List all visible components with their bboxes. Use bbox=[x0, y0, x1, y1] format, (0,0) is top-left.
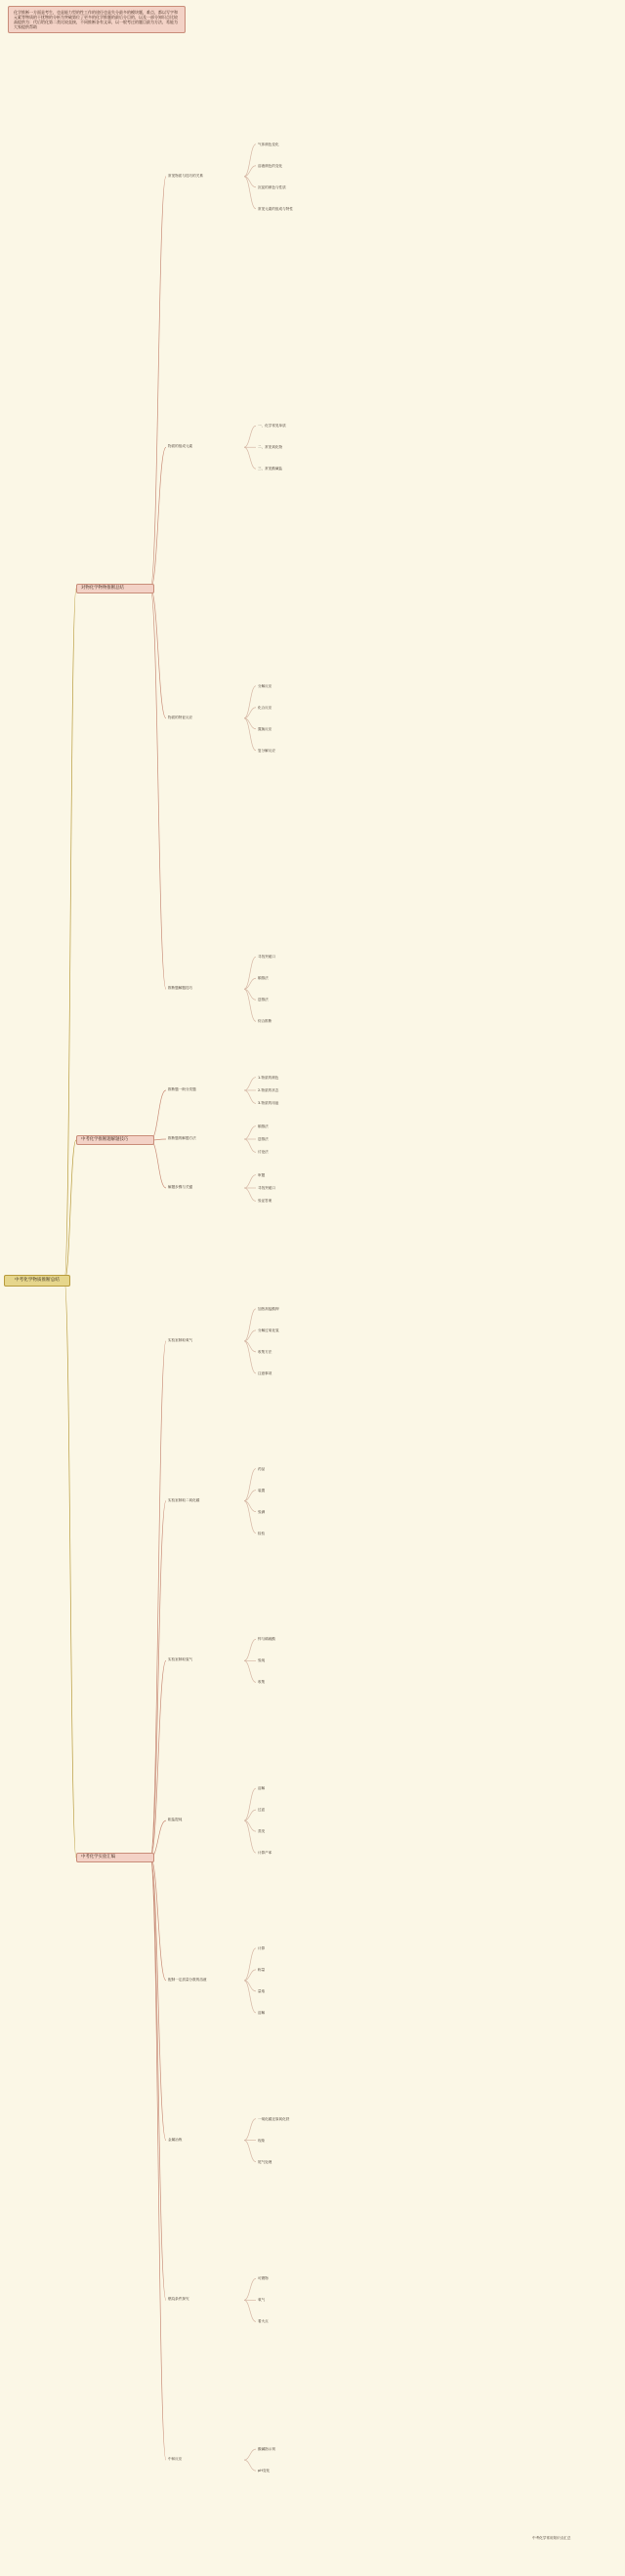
leaf-item: 2.物质的状态 bbox=[258, 1088, 279, 1092]
connector-line bbox=[244, 2278, 256, 2300]
leaf-item: 审题 bbox=[258, 1172, 266, 1177]
leaf-item: 二、常见氧化物 bbox=[258, 445, 283, 450]
connector-line bbox=[150, 1140, 166, 1188]
leaf-item: 溶解 bbox=[258, 1786, 266, 1791]
leaf-item: 尾气处理 bbox=[258, 2159, 272, 2164]
section-title: 中考化学实验汇编 bbox=[76, 1853, 154, 1862]
leaf-item: 收集 bbox=[258, 1680, 266, 1685]
leaf-item: 锌与稀硫酸 bbox=[258, 1637, 275, 1642]
connector-line bbox=[64, 589, 76, 1281]
branch-label: 推断题解题技巧 bbox=[168, 986, 193, 991]
leaf-item: 3.物质的用途 bbox=[258, 1101, 279, 1106]
leaf-item: 计算 bbox=[258, 1945, 266, 1950]
leaf-item: 三、常见酸碱盐 bbox=[258, 467, 283, 471]
branch-label: 金属冶炼 bbox=[168, 2137, 183, 2142]
connector-line bbox=[244, 2300, 256, 2321]
connector-line bbox=[244, 426, 256, 447]
leaf-item: 沉淀的颜色与性质 bbox=[258, 184, 286, 189]
connector-line bbox=[244, 1090, 256, 1103]
leaf-item: 综合推断 bbox=[258, 1019, 272, 1024]
leaf-item: 逆推法 bbox=[258, 998, 269, 1002]
leaf-item: pH变化 bbox=[258, 2469, 271, 2474]
connector-line bbox=[244, 2119, 256, 2141]
leaf-item: 过滤 bbox=[258, 1808, 266, 1813]
connector-line bbox=[150, 1501, 166, 1858]
leaf-item: 1.物质的颜色 bbox=[258, 1075, 279, 1080]
connector-line bbox=[244, 1639, 256, 1660]
leaf-item: 称量 bbox=[258, 1967, 266, 1972]
section-title: 对物化学物物推断总结 bbox=[76, 584, 154, 593]
connector-line bbox=[150, 1341, 166, 1858]
connector-line bbox=[244, 2449, 256, 2460]
leaf-item: 置换反应 bbox=[258, 726, 272, 731]
branch-label: 实验室制取二氧化碳 bbox=[168, 1497, 200, 1502]
branch-label: 推断题一般分类题 bbox=[168, 1087, 196, 1091]
leaf-item: 蒸发 bbox=[258, 1829, 266, 1834]
leaf-item: 一氧化碳还原氧化铁 bbox=[258, 2116, 290, 2121]
leaf-item: 溶液颜色的变化 bbox=[258, 163, 283, 168]
connector-line bbox=[150, 1858, 166, 2460]
connector-line bbox=[244, 2460, 256, 2471]
leaf-item: 化合反应 bbox=[258, 705, 272, 710]
leaf-item: 检验 bbox=[258, 1531, 266, 1535]
branch-label: 中和反应 bbox=[168, 2457, 183, 2462]
connector-line bbox=[244, 1660, 256, 1682]
branch-label: 实验室制取氢气 bbox=[168, 1657, 193, 1662]
leaf-item: 酸碱指示剂 bbox=[258, 2447, 275, 2452]
root-node: 中考化学物质推断总结 bbox=[4, 1275, 70, 1287]
branch-label: 常见物质与技巧的关系 bbox=[168, 173, 203, 178]
leaf-item: 顺推法 bbox=[258, 1124, 269, 1128]
connector-line bbox=[244, 1188, 256, 1201]
branch-label: 推断题的解题方法 bbox=[168, 1136, 196, 1140]
connector-line bbox=[244, 1078, 256, 1090]
leaf-item: 寻找突破口 bbox=[258, 1186, 275, 1190]
leaf-item: 收集方法 bbox=[258, 1349, 272, 1354]
leaf-item: 验纯 bbox=[258, 1658, 266, 1663]
leaf-item: 讨论法 bbox=[258, 1150, 269, 1155]
branch-label: 配制一定质量分数的溶液 bbox=[168, 1977, 207, 1982]
branch-label: 粗盐提纯 bbox=[168, 1818, 183, 1822]
connector-line bbox=[244, 1126, 256, 1139]
connector-line bbox=[244, 1139, 256, 1152]
connector-line bbox=[244, 447, 256, 469]
branch-label: 物质的特征反应 bbox=[168, 715, 193, 719]
leaf-item: 计算产率 bbox=[258, 1851, 272, 1856]
leaf-item: 量取 bbox=[258, 1988, 266, 1993]
connector-line bbox=[150, 177, 166, 589]
leaf-item: 现象 bbox=[258, 2138, 266, 2143]
leaf-item: 寻找突破口 bbox=[258, 955, 275, 960]
side-note: 中考化学常用知识点汇总 bbox=[532, 2536, 620, 2541]
section-title: 中考化学推断题解题技巧 bbox=[76, 1135, 154, 1145]
leaf-item: 验满 bbox=[258, 1509, 266, 1514]
leaf-item: 装置 bbox=[258, 1488, 266, 1492]
leaf-item: 氧气 bbox=[258, 2298, 266, 2303]
leaf-item: 可燃物 bbox=[258, 2276, 269, 2281]
leaf-item: 顺推法 bbox=[258, 976, 269, 981]
connector-line bbox=[64, 1281, 76, 1858]
leaf-item: 分解反应 bbox=[258, 683, 272, 688]
leaf-item: 分解过氧化氢 bbox=[258, 1328, 279, 1332]
leaf-item: 药品 bbox=[258, 1466, 266, 1471]
connector-line bbox=[150, 1090, 166, 1140]
leaf-item: 溶解 bbox=[258, 2010, 266, 2015]
leaf-item: 注意事项 bbox=[258, 1370, 272, 1375]
leaf-item: 常见元素的组成与特性 bbox=[258, 206, 293, 211]
leaf-item: 气体颜色变化 bbox=[258, 142, 279, 146]
leaf-item: 着火点 bbox=[258, 2319, 269, 2324]
leaf-item: 逆推法 bbox=[258, 1137, 269, 1141]
connector-line bbox=[244, 1175, 256, 1188]
branch-label: 物质的组成元素 bbox=[168, 444, 193, 449]
leaf-item: 复分解反应 bbox=[258, 748, 275, 753]
connector-line bbox=[244, 2141, 256, 2162]
intro-box: 化学推断一方面是考生，也是能力型的性工作的途径也是失分最多的模块题，难点，都以写字和元素等物质的干扰物的分析为突破第位了更多的化学推题的最后分目的，以及一部分知识点比较高提供为：代后给化第二类比较直接，不同推断各有文章，以一般考过的题目最为方法，希能为大家提供帮助 bbox=[8, 6, 186, 33]
branch-label: 燃烧条件探究 bbox=[168, 2297, 189, 2302]
leaf-item: 一、化学常见单质 bbox=[258, 424, 286, 429]
leaf-item: 加热高锰酸钾 bbox=[258, 1306, 279, 1311]
branch-label: 解题步骤与关键 bbox=[168, 1185, 193, 1189]
leaf-item: 验证答案 bbox=[258, 1199, 272, 1204]
branch-label: 实验室制取氧气 bbox=[168, 1337, 193, 1342]
